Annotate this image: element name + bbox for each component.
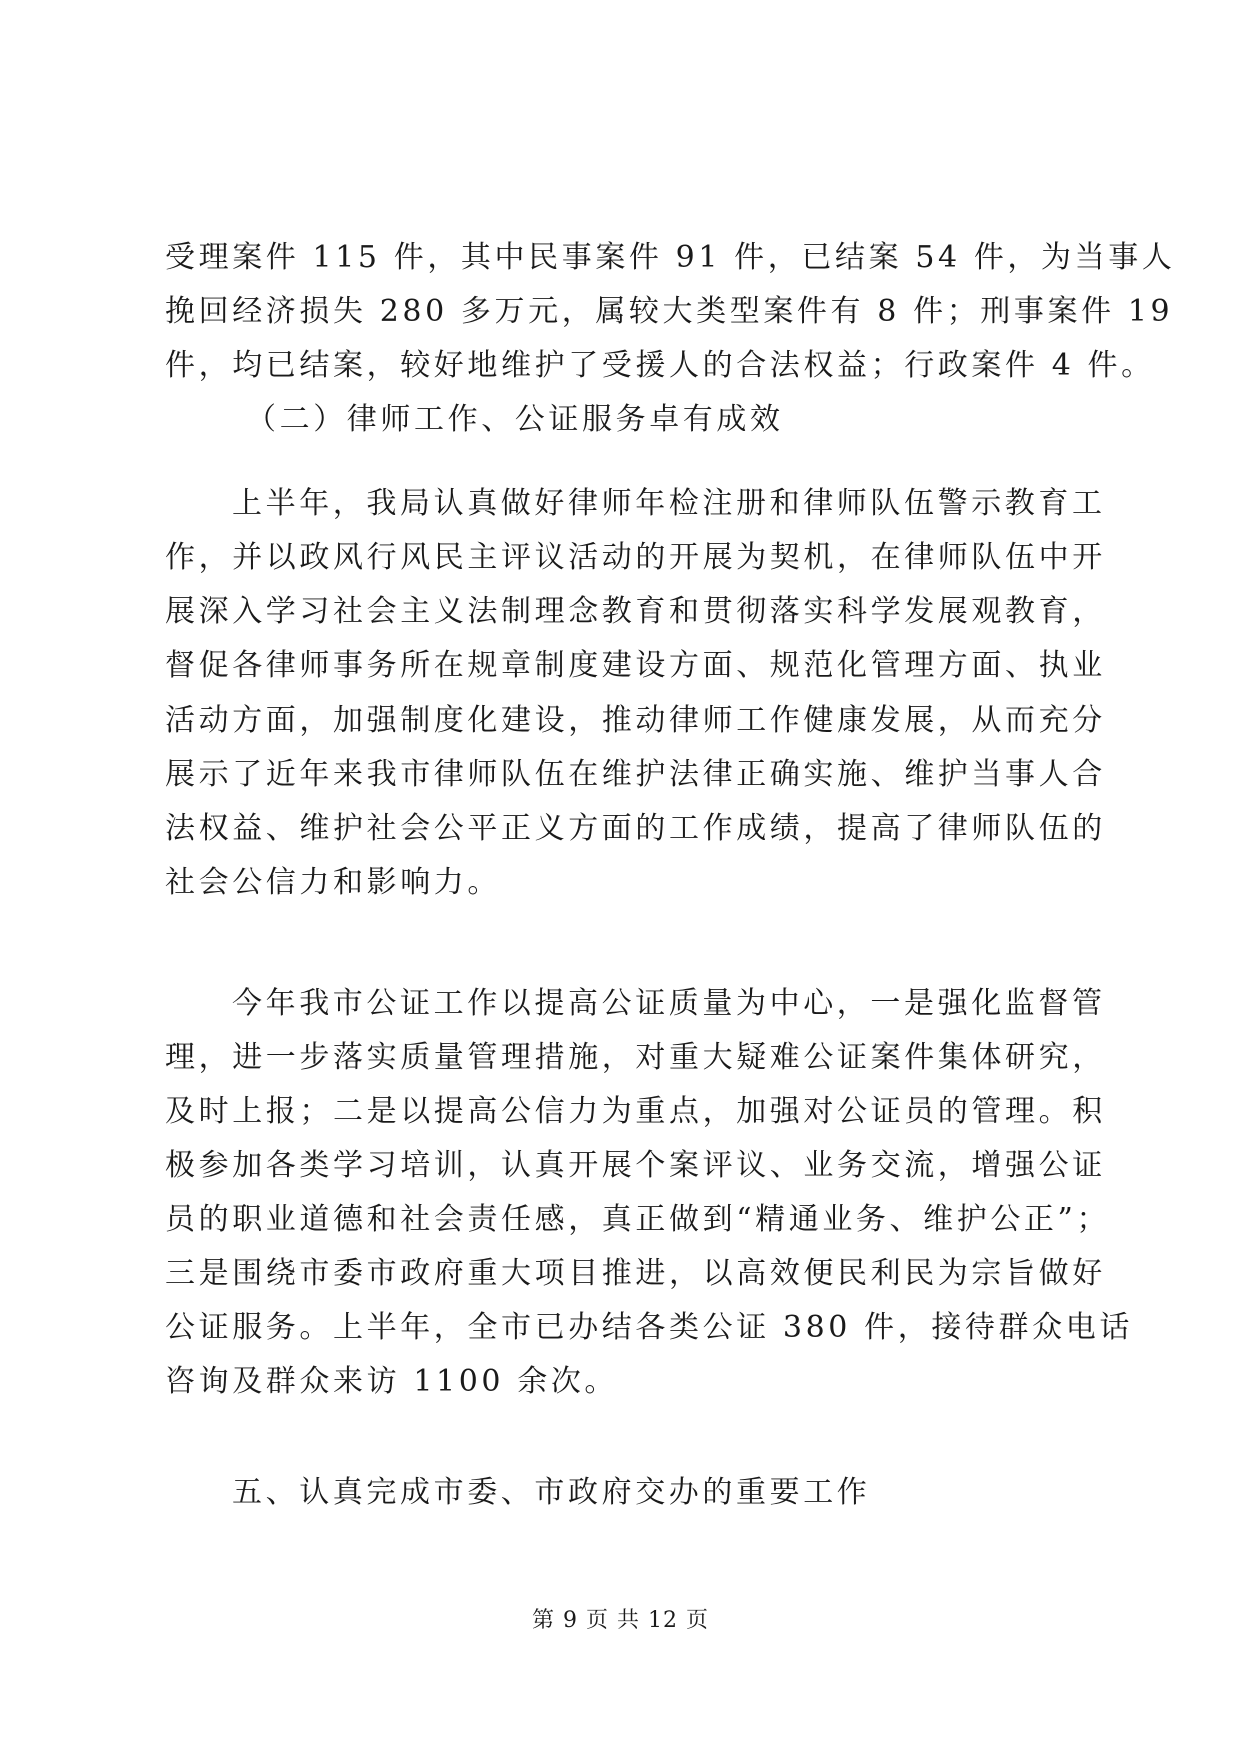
body-text-line: 三是围绕市委市政府重大项目推进，以高效便民利民为宗旨做好 (165, 1256, 1106, 1291)
body-text-line: 法权益、维护社会公平正义方面的工作成绩，提高了律师队伍的 (165, 811, 1106, 846)
body-text-line: 受理案件 115 件，其中民事案件 91 件，已结案 54 件，为当事人 (165, 240, 1176, 275)
body-text-line: 件，均已结案，较好地维护了受援人的合法权益；行政案件 4 件。 (165, 348, 1155, 383)
body-text-line: 作，并以政风行风民主评议活动的开展为契机，在律师队伍中开 (165, 540, 1106, 575)
body-text-line: 展示了近年来我市律师队伍在维护法律正确实施、维护当事人合 (165, 757, 1106, 792)
body-text-line: 挽回经济损失 280 多万元，属较大类型案件有 8 件；刑事案件 19 (165, 294, 1174, 329)
body-text-line: 公证服务。上半年，全市已办结各类公证 380 件，接待群众电话 (165, 1310, 1133, 1345)
body-text-line: 极参加各类学习培训，认真开展个案评议、业务交流，增强公证 (165, 1148, 1106, 1183)
body-text-line: 上半年，我局认真做好律师年检注册和律师队伍警示教育工 (232, 486, 1106, 521)
section-heading: （二）律师工作、公证服务卓有成效 (246, 402, 784, 437)
body-text-line: 社会公信力和影响力。 (165, 865, 501, 900)
body-text-line: 员的职业道德和社会责任感，真正做到“精通业务、维护公正”； (165, 1202, 1111, 1237)
body-text-line: 咨询及群众来访 1100 余次。 (165, 1364, 619, 1399)
section-heading: 五、认真完成市委、市政府交办的重要工作 (232, 1475, 871, 1510)
body-text-line: 活动方面，加强制度化建设，推动律师工作健康发展，从而充分 (165, 703, 1106, 738)
body-text-line: 展深入学习社会主义法制理念教育和贯彻落实科学发展观教育， (165, 594, 1106, 629)
body-text-line: 督促各律师事务所在规章制度建设方面、规范化管理方面、执业 (165, 648, 1106, 683)
body-text-line: 今年我市公证工作以提高公证质量为中心，一是强化监督管 (232, 986, 1106, 1021)
body-text-line: 理，进一步落实质量管理措施，对重大疑难公证案件集体研究， (165, 1040, 1106, 1075)
body-text-line: 及时上报；二是以提高公信力为重点，加强对公证员的管理。积 (165, 1094, 1106, 1129)
page-number-footer: 第 9 页 共 12 页 (532, 1608, 709, 1633)
